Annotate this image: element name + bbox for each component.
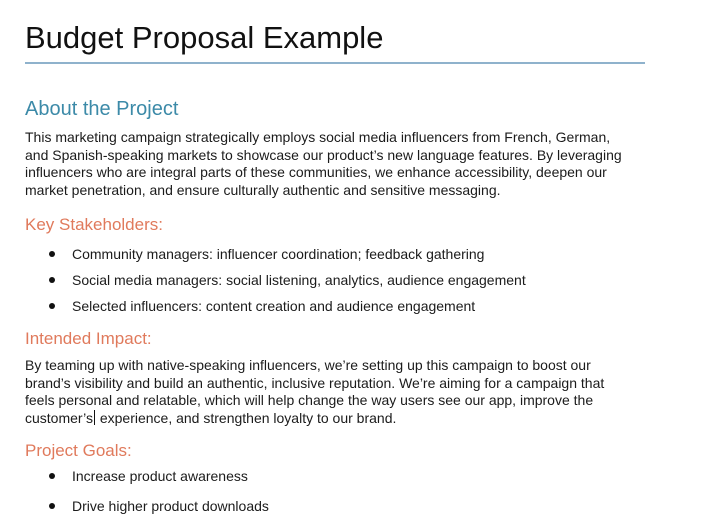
list-item[interactable]	[49, 496, 269, 524]
list-item[interactable]	[49, 270, 526, 296]
bullet-icon	[49, 503, 55, 509]
impact-heading: Intended Impact:	[25, 329, 152, 348]
title-underline-divider	[25, 62, 645, 64]
stakeholders-heading: Key Stakeholders:	[25, 215, 163, 234]
impact-paragraph[interactable]	[25, 357, 665, 427]
impact-line: feels personal and relatable, which will help change the way users see our app, improve the	[25, 392, 594, 408]
impact-text-before-cursor: customer’s	[25, 409, 93, 426]
list-item[interactable]	[49, 296, 526, 322]
about-line: market penetration, and ensure culturally authentic and sensitive messaging.	[25, 181, 501, 198]
bullet-icon	[49, 251, 55, 257]
document-title: Budget Proposal Example	[25, 20, 384, 55]
impact-line: brand’s visibility and build an authentic, inclusive reputation. We’re aiming for a campaign that	[25, 374, 605, 391]
goals-heading: Project Goals:	[25, 441, 132, 460]
list-item-text: Selected influencers: content creation and audience engagement	[72, 298, 476, 314]
list-item-text: Drive higher product downloads	[72, 498, 269, 514]
bullet-icon	[49, 277, 55, 283]
list-item-text: Community managers: influencer coordination; feedback gathering	[72, 246, 485, 262]
list-item-text: Social media managers: social listening, analytics, audience engagement	[72, 272, 526, 288]
about-paragraph[interactable]	[25, 129, 665, 199]
list-item[interactable]	[49, 466, 269, 496]
about-line: and Spanish-speaking markets to showcase our product’s new language features. By leveraging	[25, 146, 622, 163]
impact-text-after-cursor: experience, and strengthen loyalty to our brand.	[95, 409, 397, 426]
about-line: This marketing campaign strategically employs social media influencers from French, German,	[25, 129, 611, 145]
text-cursor	[94, 410, 95, 425]
goals-list	[49, 466, 269, 524]
list-item[interactable]	[49, 244, 526, 270]
impact-line: By teaming up with native-speaking influencers, we’re setting up this campaign to boost our	[25, 357, 591, 373]
bullet-icon	[49, 473, 55, 479]
stakeholders-list	[49, 244, 526, 322]
bullet-icon	[49, 303, 55, 309]
about-line: influencers who are integral parts of these communities, we enhance accessibility, deepen our	[25, 164, 607, 180]
list-item-text: Increase product awareness	[72, 468, 248, 484]
impact-line-last	[25, 410, 665, 428]
about-heading: About the Project	[25, 98, 179, 120]
